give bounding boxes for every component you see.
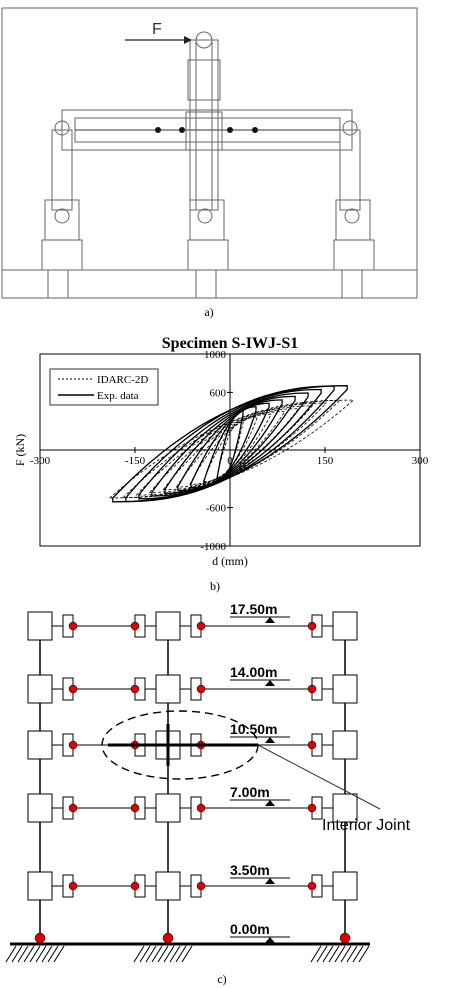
x-tick-label: -150 [124,455,146,467]
joint-box [28,872,52,900]
level-label: 10.50m [230,721,278,737]
joint-box [28,612,52,640]
plastic-hinge [131,804,139,812]
level-label: 3.50m [230,862,270,878]
joint-box [156,675,180,703]
support-hatch [170,946,180,962]
level-label: 17.50m [230,601,278,617]
level-marker [265,680,275,686]
support-hatch [329,946,339,962]
y-tick-label: -1000 [200,541,226,553]
level-label: 14.00m [230,664,278,680]
support-hatch [176,946,186,962]
setup-frame-border [2,8,417,298]
level-marker [265,617,275,623]
plastic-hinge [308,622,316,630]
y-axis-label: F (kN) [13,433,27,467]
force-label: F [152,21,162,38]
plastic-hinge [197,882,205,890]
caption-a: a) [204,305,214,319]
support-hatch [182,946,192,962]
support-hatch [311,946,321,962]
idarc-loop [110,400,354,498]
joint-box [333,675,357,703]
plastic-hinge [197,685,205,693]
support-hatch [353,946,363,962]
interior-joint-label: Interior Joint [322,817,411,834]
level-label: 0.00m [230,921,270,937]
legend-exp-label: Exp. data [97,390,139,402]
support-hatch [146,946,156,962]
plastic-hinge [197,622,205,630]
support-hatch [323,946,333,962]
caption-b: b) [210,579,220,593]
joint-box [156,872,180,900]
support-hatch [158,946,168,962]
joint-box [333,872,357,900]
support-hatch [152,946,162,962]
support-hatch [54,946,64,962]
base-hinge [35,933,45,943]
support-hatch [24,946,34,962]
support-hatch [164,946,174,962]
support-hatch [36,946,46,962]
central-column [190,40,218,210]
legend-idarc-label: IDARC-2D [97,374,149,386]
level-marker [265,800,275,806]
support-hatch [341,946,351,962]
joint-box [333,731,357,759]
joint-box [333,612,357,640]
level-marker [265,737,275,743]
idarc-loop [136,403,326,495]
base-hinge [163,933,173,943]
plastic-hinge [69,804,77,812]
y-tick-label: 600 [209,387,226,400]
caption-c: c) [217,972,227,986]
plastic-hinge [308,685,316,693]
x-tick-label: -300 [29,455,51,467]
plastic-hinge [308,804,316,812]
joint-box [28,731,52,759]
support-hatch [18,946,28,962]
base-hinge [340,933,350,943]
x-tick-label: 300 [411,455,429,467]
y-tick-label: -600 [205,502,226,515]
support-hatch [48,946,58,962]
joint-box [156,794,180,822]
chart-title: Specimen S-IWJ-S1 [161,335,299,352]
x-tick-label: 0 [227,455,233,467]
support-hatch [42,946,52,962]
right-pin [343,121,357,135]
support-hatch [30,946,40,962]
support-hatch [12,946,22,962]
legend [50,369,158,405]
x-tick-label: 150 [316,455,334,467]
plastic-hinge [308,882,316,890]
y-tick-label: 1000 [204,349,226,361]
plastic-hinge [69,882,77,890]
support-hatch [140,946,150,962]
level-marker [265,937,275,943]
support-hatch [335,946,345,962]
plastic-hinge [308,741,316,749]
test-setup-drawing [0,0,452,300]
plastic-hinge [131,622,139,630]
joint-box [28,675,52,703]
plastic-hinge [69,741,77,749]
right-column [340,130,360,210]
joint-box [156,612,180,640]
plastic-hinge [197,804,205,812]
support-hatch [347,946,357,962]
support-hatch [134,946,144,962]
plastic-hinge [131,882,139,890]
plastic-hinge [69,622,77,630]
level-label: 7.00m [230,784,270,800]
plastic-hinge [69,685,77,693]
joint-box [28,794,52,822]
frame-elevation [0,596,452,974]
support-hatch [359,946,369,962]
hysteresis-chart [0,322,452,580]
x-axis-label: d (mm) [212,554,248,568]
support-hatch [317,946,327,962]
support-hatch [6,946,16,962]
level-marker [265,878,275,884]
plastic-hinge [131,685,139,693]
